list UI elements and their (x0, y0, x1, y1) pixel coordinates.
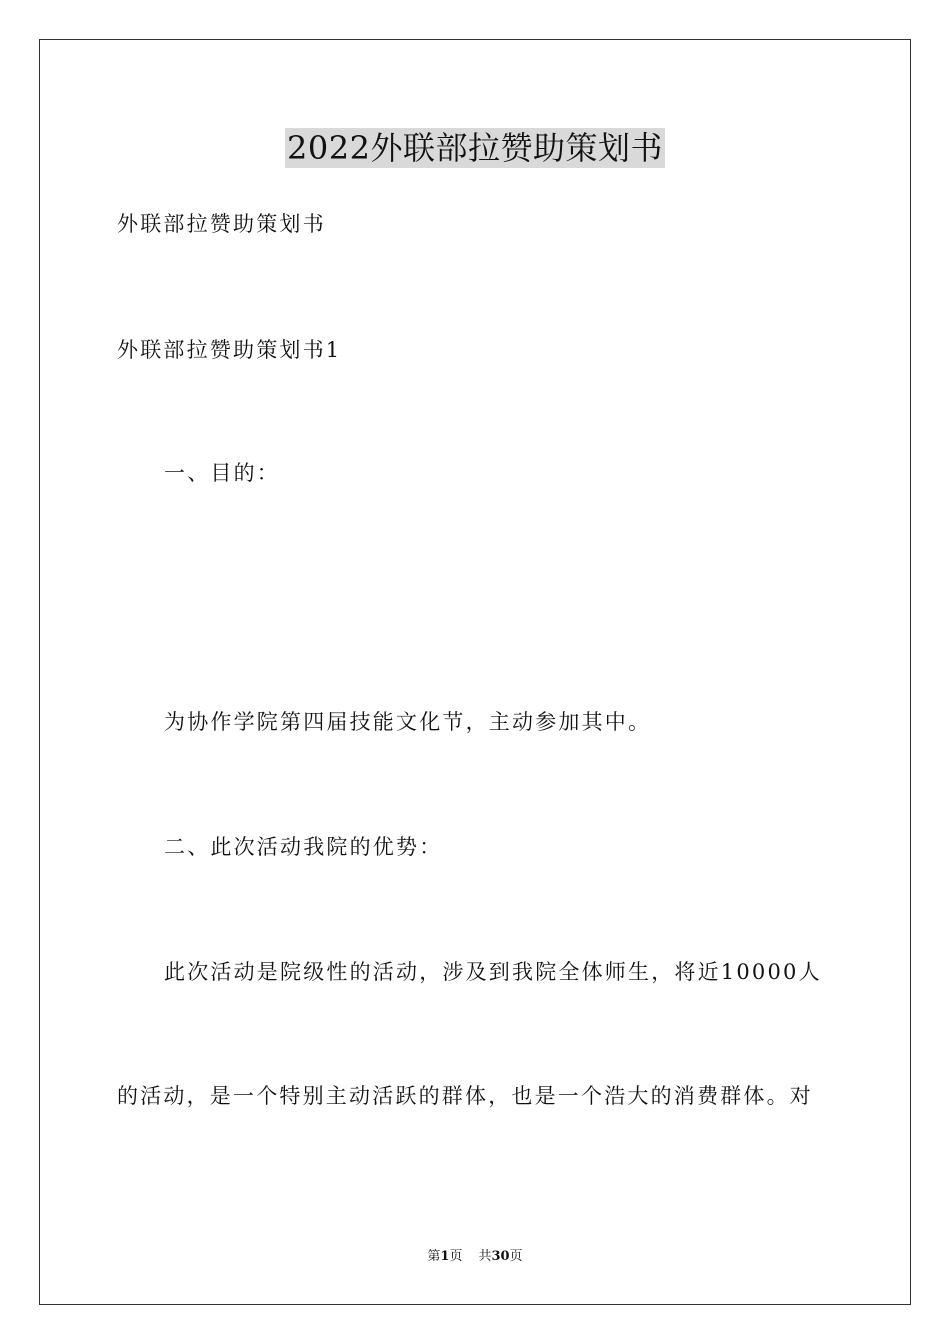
paragraph-line-1: 此次活动是院级性的活动，涉及到我院全体师生，将近10000人 (164, 960, 822, 984)
footer-page-number: 1 (440, 1249, 450, 1264)
footer-total-suffix: 页 (509, 1249, 523, 1264)
footer-total-pages: 30 (491, 1249, 510, 1264)
title-container (0, 128, 950, 168)
document-title: 2022外联部拉赞助策划书 (287, 129, 663, 167)
page-footer (0, 1248, 950, 1266)
subtitle-line: 外联部拉赞助策划书 (117, 212, 326, 236)
footer-page-suffix: 页 (449, 1249, 463, 1264)
heading-advantages: 二、此次活动我院的优势： (164, 835, 443, 859)
paragraph-line-2: 的活动，是一个特别主动活跃的群体，也是一个浩大的消费群体。对 (117, 1084, 813, 1108)
heading-purpose: 一、目的： (164, 461, 280, 485)
paragraph-purpose: 为协作学院第四届技能文化节，主动参加其中。 (164, 710, 652, 734)
footer-page-prefix: 第 (427, 1249, 441, 1264)
section-heading: 外联部拉赞助策划书1 (117, 338, 342, 362)
footer-total-prefix: 共 (478, 1249, 492, 1264)
